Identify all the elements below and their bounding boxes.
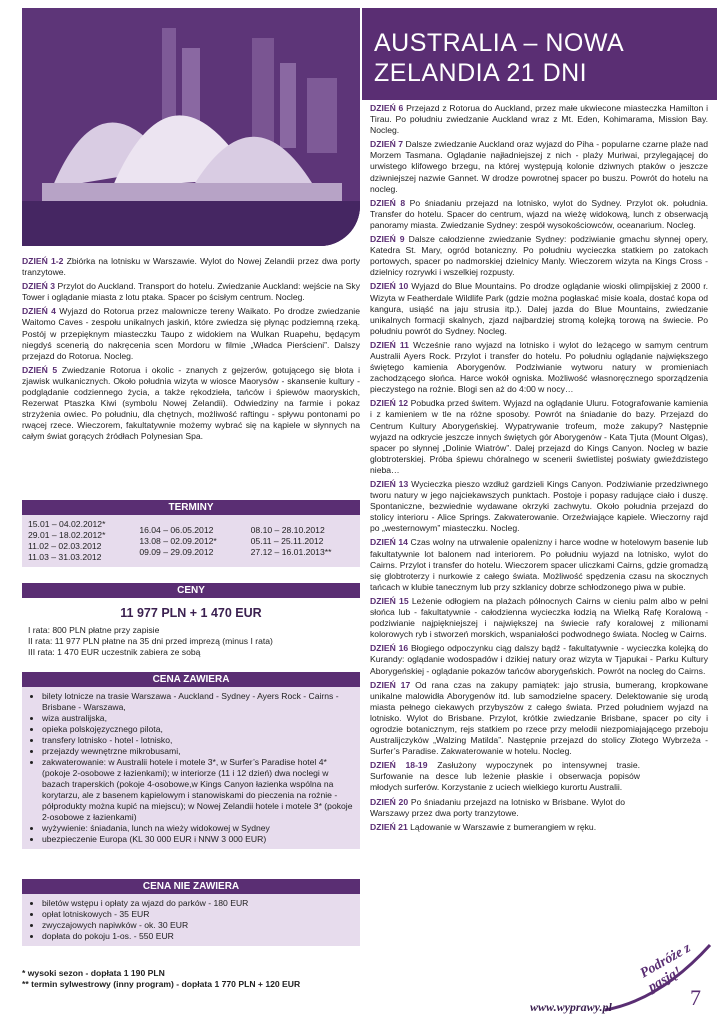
day-entry: DZIEŃ 15 Leżenie odłogiem na plażach północnych Cairns w cieniu palm albo w pełni słońca lub - fakultatywnie - całodzienna wycieczka łodzią na Wielką Rafę Koralową - podziwianie najpiękniejszej i największej na świecie rafy koralowej z milionami kolorowych ryb i stworzeń morskich, wspaniałości podwodnego świata. Nocleg w Cairns. (370, 595, 708, 640)
day-entry: DZIEŃ 5 Zwiedzanie Rotorua i okolic - znanych z gejzerów, gotującego się błota i zjawisk wulkanicznych. Około południa wizyta w wiosce Maorysów - skansenie kultury - podglądanie codziennego życia, a także rękodzieła, tańców i śpiewów maoryskich, Rezerwat Ptaszka Kiwi (symbolu Nowej Zelandii). Odwiedziny na farmie i pokaz strzyżenia owiec. Po południu, dla chętnych, możliwość raftingu - spływu pontonami po rwącej rzece. Wieczorem, fakultatywnie możemy wybrać się na kąpiele w słynnych na całym świat gorących źródłach Polynesian Spa. (22, 364, 361, 442)
day-entry: DZIEŃ 21 Lądowanie w Warszawie z bumerangiem w ręku. (370, 821, 597, 832)
title-line-2: ZELANDIA 21 DNI (374, 59, 588, 87)
brand-slogan: Podróże z pasją! (637, 940, 694, 996)
right-itinerary (370, 103, 708, 836)
list-item: • zakwaterowanie: w Australii hotele i motele 3*, w Surfer’s Paradise hotel 4* (pokoje 2-osobowe z łazienkami); w interiorze (11 i 12 dzień) dwa noclegi w bazach traperskich (pokoje 4-osobowe,w Kings Canyon łazienka wspólna na korytarzu, ale z basenem kąpielowym i stanowiskami do pieczenia na rożnie - półprodukty można kupić na miejscu); w Nowej Zelandii hotele i motele 3* (pokoje 2-osobowe z łazienkami) (42, 757, 354, 823)
page-title (374, 28, 624, 88)
list-item: • opłat lotniskowych - 35 EUR (42, 909, 354, 920)
rate-line: III rata: 1 470 EUR uczestnik zabiera ze sobą (28, 647, 201, 657)
list-item: • wyżywienie: śniadania, lunch na wieży widokowej w Sydney (42, 823, 354, 834)
list-item: • ubezpieczenie Europa (KL 30 000 EUR i NNW 3 000 EUR) (42, 834, 354, 845)
day-entry: DZIEŃ 18-19 Zasłużony wypoczynek po intensywnej trasie. Surfowanie na desce lub leżenie płaskie i obserwacja popisów młodych surferów. Korzystanie z uciech wielkiego kurortu Australii. (370, 760, 640, 793)
list-item: • bilety lotnicze na trasie Warszawa - Auckland - Sydney - Ayers Rock - Cairns - Brisbane - Warszawa, (42, 691, 354, 713)
cena-zawiera-header: CENA ZAWIERA (22, 672, 360, 687)
cena-nie-zawiera-list (28, 898, 354, 942)
title-line-1: AUSTRALIA – NOWA (374, 29, 625, 57)
opera-house-photo (22, 8, 360, 246)
day-entry: DZIEŃ 16 Błogiego odpoczynku ciąg dalszy bądź - fakultatywnie - wycieczka kolejką do Kurandy: oglądanie wodospadów i dzikiej natury oraz wizyta w Tjapukai - Parku Kultury Aborygeńskiej - oglądanie pokazów tańców aborygeńskich. Powrót na nocleg do Cairns. (370, 643, 708, 676)
terms-col-1: 15.01 – 04.02.2012* 29.01 – 18.02.2012* 11.02 – 02.03.2012 11.03 – 31.03.2012 (28, 519, 106, 562)
terms-col-3: 08.10 – 28.10.2012 05.11 – 25.11.2012 27.12 – 16.01.2013** (250, 525, 332, 557)
rate-line: I rata: 800 PLN płatne przy zapisie (28, 625, 160, 635)
day-entry: DZIEŃ 10 Wyjazd do Blue Mountains. Po drodze oglądanie wioski olimpijskiej z 2000 r. Wizyta w Featherdale Wildlife Park (gdzie można pogłaskać misie koala, dostać kopa od kangura, usiąść na jaju strusia itp.). Dalej jazda do Blue Mountains, zwiedzanie unikalnych formacji skalnych, zjazd najbardziej stromą kolejką torową na świecie. Po południu powrót do Sydney. Nocleg. (370, 281, 708, 336)
cena-zawiera-panel (22, 672, 360, 849)
list-item: • przejazdy wewnętrzne mikrobusami, (42, 746, 354, 757)
terminy-panel (22, 500, 360, 567)
website-link[interactable]: www.wyprawy.pl (530, 1000, 612, 1014)
list-item: • zwyczajowych napiwków - ok. 30 EUR (42, 920, 354, 931)
rate-line: II rata: 11 977 PLN płatne na 35 dni przed imprezą (minus I rata) (28, 636, 273, 646)
day-entry: DZIEŃ 13 Wycieczka pieszo wzdłuż gardzieli Kings Canyon. Podziwianie przedziwnego tworu natury w jego najciekawszych punktach. Postoje i popasy radujące ciało i duszę. Spontaniczne, bezwiednie wydawane okrzyki zachwytu. Około południa przejazd do stolicy interioru - Alice Springs. Zakwaterowanie. Orzeźwiające kąpiele. Wieczorny rajd po „westernowym” miasteczku. Nocleg. (370, 479, 708, 534)
day-entry: DZIEŃ 14 Czas wolny na utrwalenie opalenizny i harce wodne w hotelowym basenie lub fakultatywnie lot balonem nad interiorem. Po południu wyjazd na lotnisko, wylot do Cairns. Przylot i transfer do hotelu. Wieczorem spacer uliczkami Cairns, gdzie gromadzą się globtroterzy i nurkowie z całego świata. Możliwość spędzenia czasu na skocznych tańcach w klubie tanecznym lub przy szklanicy dobrze schłodzonego piwa w pubie. (370, 537, 708, 592)
cena-nie-zawiera-header: CENA NIE ZAWIERA (22, 879, 360, 894)
day-entry: DZIEŃ 11 Wcześnie rano wyjazd na lotnisko i wylot do leżącego w samym centrum Australii Ayers Rock. Przylot i transfer do hotelu. Po południu oglądanie największego świętego kamienia Aborygenów. Podziwianie wytworu natury w promieniach zachodzącego słońca. Harce wokół ogniska. Możliwość własnoręcznego sporządzenia pieczystego na rożnie. Blogi sen aż do 4:00 w nocy… (370, 339, 708, 395)
list-item: • dopłata do pokoju 1-os. - 550 EUR (42, 931, 354, 942)
main-price: 11 977 PLN + 1 470 EUR (120, 606, 262, 620)
list-item: • biletów wstępu i opłaty za wjazd do parków - 180 EUR (42, 898, 354, 909)
ceny-panel (22, 583, 360, 662)
cena-nie-zawiera-panel (22, 879, 360, 946)
day-entry: DZIEŃ 8 Po śniadaniu przejazd na lotnisko, wylot do Sydney. Przylot ok. południa. Transfer do hotelu. Spacer do centrum, wjazd na wieżę widokową, lunch z obserwacją panoramy miasta. Zwiedzanie Sydney: zespół wysokościowców, oceanarium. Nocleg. (370, 197, 709, 230)
day-entry: DZIEŃ 17 Od rana czas na zakupy pamiątek: jajo strusia, bumerang, kropkowane unikalne malowidła Aborygenów itd. lub samodzielne spacery. Delektowanie się urodą miasta pełnego ciekawych przybyszów z całego świata. Przed południem wyjazd na lotnisko. Wylot do Brisbane. Przylot, krótkie zwiedzanie Brisbane, spacer po city i ogrodzie botanicznym, rejs statkiem po rzece przy melodii niezpomiajającego przeboju Australijczyków „Walzing Matilda”. Następnie przejazd do stolicy Złotego Wybrzeża - Surfer’s Paradise. Zakwaterowanie w hotelu. Nocleg. (370, 679, 708, 757)
terms-col-2: 16.04 – 06.05.2012 13.08 – 02.09.2012* 09.09 – 29.09.2012 (139, 525, 217, 557)
list-item: • transfery lotnisko - hotel - lotnisko, (42, 735, 354, 746)
price-notes: * wysoki sezon - dopłata 1 190 PLN ** termin sylwestrowy (inny program) - dopłata 1 770 PLN + 120 EUR (22, 968, 301, 989)
page-number: 7 (690, 985, 701, 1010)
cena-zawiera-list (28, 691, 354, 845)
day-entry: DZIEŃ 12 Pobudka przed świtem. Wyjazd na oglądanie Uluru. Fotografowanie kamienia i z kamieniem w tle na różne sposoby. Powrót na śniadanie do bazy. Przejazd do Centrum Kultury Aborygeńskiej. Wypatrywanie trofeum, może zakupy? Następnie wyjazd na odkrycie jeszcze innych świętych gór Aborygenów - Kata Tjuta (Mount Olgas), spacer po słynnej „Dolinie Wiatrów”. Dalej przejazd do Kings Canyon. Nocleg w bazie globtroterskiej. Próba śpiewu chóralnego w scenerii świetlistej poświaty gwieździstego nieba… (370, 398, 708, 475)
left-itinerary (22, 256, 360, 446)
list-item: • opieka polskojęzycznego pilota, (42, 724, 354, 735)
day-entry: DZIEŃ 9 Dalsze całodzienne zwiedzanie Sydney: podziwianie gmachu słynnej opery, Katedra St. Mary, ogród botaniczny. Po południu wycieczka statkiem po zatokach portowych, spacer po nadmorskiej dzielnicy Manly. Wieczorem wizyta na Kings Cross - dzielnicy rozrywki i wszelkiej rozpusty. (370, 234, 708, 278)
day-entry: DZIEŃ 1-2 Zbiórka na lotnisku w Warszawie. Wylot do Nowej Zelandii przez dwa porty tranzytowe. (22, 256, 360, 278)
day-entry: DZIEŃ 20 Po śniadaniu przejazd na lotnisko w Brisbane. Wylot do Warszawy przez dwa porty tranzytowe. (370, 796, 625, 818)
day-entry: DZIEŃ 3 Przylot do Auckland. Transport do hotelu. Zwiedzanie Auckland: wejście na Sky Tower i oglądanie miasta z lotu ptaka. Spacer po ścisłym centrum. Nocleg. (22, 281, 361, 303)
terminy-header: TERMINY (22, 500, 360, 515)
day-entry: DZIEŃ 7 Dalsze zwiedzanie Auckland oraz wyjazd do Piha - popularne czarne plaże nad Morzem Tasmana. Oglądanie najładniejszej z nich - plaży Muriwai, przylegającej do urwistego klifowego brzegu, na której występują kolonie dziwnych ptaków o jeszcze dziwniejszej nazwie Gannet. W drodze powrotnej spacer po buszu. Powrót do hotelu na nocleg. (370, 139, 708, 194)
ceny-header: CENY (22, 583, 360, 598)
list-item: • wiza australijska, (42, 713, 354, 724)
day-entry: DZIEŃ 6 Przejazd z Rotorua do Auckland, przez małe ukwiecone miasteczka Hamilton i Tirau. Po południu zwiedzanie Auckland wraz z Mt. Eden, Kohimarama, Mission Bay. Nocleg. (370, 103, 708, 136)
day-entry: DZIEŃ 4 Wyjazd do Rotorua przez malownicze tereny Waikato. Po drodze zwiedzanie Waitomo Caves - zespołu unikalnych jaskiń, które zwiedza się płynąc podziemną rzeką. Postój w przepięknym miasteczku Taupo z widokiem na Wulkan Ruapehu, będącym niegdyś scenerią do nakręcenia scen Mordoru w filmie „Władca Pierścieni”. Dalszy przejazd do Rotorua. Nocleg. (22, 306, 360, 361)
title-box (362, 8, 717, 100)
